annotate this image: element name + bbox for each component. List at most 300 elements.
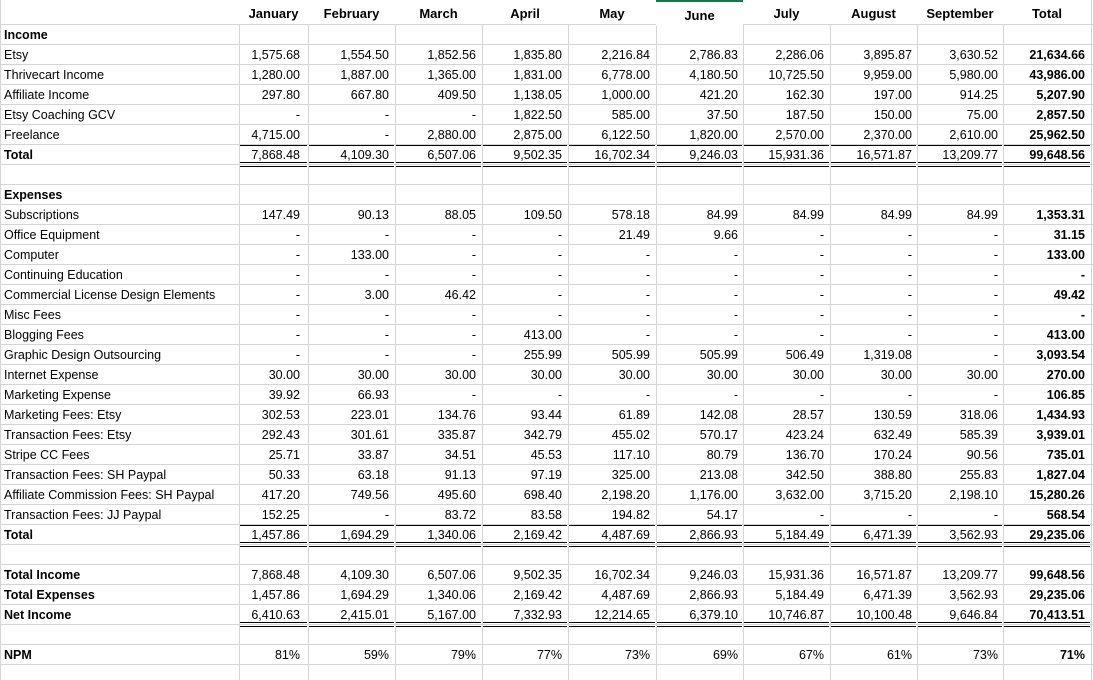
value-cell[interactable]: - (471, 308, 476, 322)
value-cell[interactable]: 33.87 (357, 448, 389, 462)
value-cell[interactable]: 106.85 (1046, 388, 1085, 402)
value-cell[interactable]: 2,857.50 (1036, 108, 1085, 122)
row-label[interactable]: Continuing Education (4, 268, 123, 282)
value-cell[interactable]: 5,207.90 (1036, 88, 1085, 102)
value-cell[interactable]: - (819, 508, 824, 522)
value-cell[interactable]: - (471, 248, 476, 262)
column-header-total[interactable]: Total (1003, 0, 1091, 24)
value-cell[interactable]: - (907, 328, 912, 342)
value-cell[interactable]: 46.42 (444, 288, 476, 302)
value-cell[interactable]: - (384, 108, 389, 122)
value-cell[interactable]: - (295, 108, 300, 122)
value-cell[interactable]: 134.76 (437, 408, 476, 422)
value-cell[interactable]: - (645, 288, 650, 302)
value-cell[interactable]: 301.61 (350, 428, 389, 442)
value-cell[interactable]: 417.20 (261, 488, 300, 502)
column-header-august[interactable]: August (830, 0, 917, 24)
value-cell[interactable]: 2,198.10 (949, 488, 998, 502)
value-cell[interactable]: 30.00 (530, 368, 562, 382)
value-cell[interactable]: 16,702.34 (594, 568, 650, 582)
value-cell[interactable]: 735.01 (1046, 448, 1085, 462)
value-cell[interactable]: 30.00 (444, 368, 476, 382)
value-cell[interactable]: 25.71 (268, 448, 300, 462)
row-label[interactable]: Stripe CC Fees (4, 448, 90, 462)
value-cell[interactable]: 30.00 (357, 368, 389, 382)
value-cell[interactable]: 570.17 (699, 428, 738, 442)
value-cell[interactable]: 4,109.30 (340, 148, 389, 162)
row-label[interactable]: Total Income (4, 568, 81, 582)
value-cell[interactable]: - (295, 308, 300, 322)
value-cell[interactable]: - (819, 328, 824, 342)
value-cell[interactable]: 73% (624, 648, 650, 662)
value-cell[interactable]: 342.79 (523, 428, 562, 442)
value-cell[interactable]: 21,634.66 (1029, 48, 1085, 62)
value-cell[interactable]: 25,962.50 (1029, 128, 1085, 142)
value-cell[interactable]: 15,931.36 (768, 148, 824, 162)
row-label[interactable]: Affiliate Commission Fees: SH Paypal (4, 488, 215, 502)
value-cell[interactable]: - (384, 228, 389, 242)
value-cell[interactable]: 99,648.56 (1029, 148, 1085, 162)
value-cell[interactable]: 12,214.65 (594, 608, 650, 622)
value-cell[interactable]: 1,822.50 (513, 108, 562, 122)
value-cell[interactable]: 7,868.48 (251, 568, 300, 582)
value-cell[interactable]: 6,379.10 (689, 608, 738, 622)
value-cell[interactable]: 2,866.93 (689, 528, 738, 542)
value-cell[interactable]: 136.70 (785, 448, 824, 462)
value-cell[interactable]: 1,353.31 (1036, 208, 1085, 222)
value-cell[interactable]: 2,370.00 (863, 128, 912, 142)
value-cell[interactable]: - (1080, 308, 1085, 322)
value-cell[interactable]: 4,109.30 (340, 568, 389, 582)
value-cell[interactable]: 16,571.87 (856, 148, 912, 162)
value-cell[interactable]: 9,502.35 (513, 148, 562, 162)
value-cell[interactable]: 5,167.00 (427, 608, 476, 622)
value-cell[interactable]: 2,866.93 (689, 588, 738, 602)
row-label[interactable]: Blogging Fees (4, 328, 84, 342)
value-cell[interactable]: 133.00 (1046, 248, 1085, 262)
row-label[interactable]: Total Expenses (4, 588, 95, 602)
value-cell[interactable]: 1,827.04 (1036, 468, 1085, 482)
value-cell[interactable]: 16,702.34 (594, 148, 650, 162)
value-cell[interactable]: 34.51 (444, 448, 476, 462)
value-cell[interactable]: 54.17 (706, 508, 738, 522)
value-cell[interactable]: - (907, 308, 912, 322)
value-cell[interactable]: 10,100.48 (856, 608, 912, 622)
row-label[interactable]: Marketing Fees: Etsy (4, 408, 122, 422)
value-cell[interactable]: 150.00 (873, 108, 912, 122)
value-cell[interactable]: 632.49 (873, 428, 912, 442)
column-header-march[interactable]: March (395, 0, 482, 24)
value-cell[interactable]: 9,959.00 (863, 68, 912, 82)
value-cell[interactable]: - (295, 228, 300, 242)
value-cell[interactable]: 3,630.52 (949, 48, 998, 62)
value-cell[interactable]: 1,434.93 (1036, 408, 1085, 422)
value-cell[interactable]: 1,820.00 (689, 128, 738, 142)
value-cell[interactable]: - (819, 228, 824, 242)
value-cell[interactable]: 37.50 (706, 108, 738, 122)
value-cell[interactable]: 585.39 (959, 428, 998, 442)
value-cell[interactable]: 3.00 (364, 288, 389, 302)
value-cell[interactable]: 3,895.87 (863, 48, 912, 62)
value-cell[interactable]: - (733, 328, 738, 342)
value-cell[interactable]: 1,319.08 (863, 348, 912, 362)
value-cell[interactable]: 2,570.00 (775, 128, 824, 142)
value-cell[interactable]: 1,694.29 (340, 588, 389, 602)
value-cell[interactable]: 81% (274, 648, 300, 662)
value-cell[interactable]: 1,694.29 (340, 528, 389, 542)
value-cell[interactable]: 1,340.06 (427, 528, 476, 542)
value-cell[interactable]: 2,169.42 (513, 588, 562, 602)
value-cell[interactable]: 914.25 (959, 88, 998, 102)
value-cell[interactable]: 170.24 (873, 448, 912, 462)
value-cell[interactable]: 28.57 (792, 408, 824, 422)
value-cell[interactable]: 455.02 (611, 428, 650, 442)
value-cell[interactable]: - (993, 508, 998, 522)
row-label[interactable]: Affiliate Income (4, 88, 90, 102)
value-cell[interactable]: 1,176.00 (689, 488, 738, 502)
value-cell[interactable]: 30.00 (966, 368, 998, 382)
value-cell[interactable]: 84.99 (966, 208, 998, 222)
value-cell[interactable]: - (733, 248, 738, 262)
value-cell[interactable]: 2,875.00 (513, 128, 562, 142)
value-cell[interactable]: - (993, 308, 998, 322)
value-cell[interactable]: 15,931.36 (768, 568, 824, 582)
column-header-july[interactable]: July (743, 0, 830, 24)
value-cell[interactable]: 698.40 (523, 488, 562, 502)
value-cell[interactable]: 73% (972, 648, 998, 662)
value-cell[interactable]: 1,887.00 (340, 68, 389, 82)
value-cell[interactable]: 79% (450, 648, 476, 662)
value-cell[interactable]: 1,280.00 (251, 68, 300, 82)
row-label[interactable]: Misc Fees (4, 308, 61, 322)
value-cell[interactable]: - (471, 228, 476, 242)
value-cell[interactable]: 49.42 (1053, 288, 1085, 302)
value-cell[interactable]: 6,778.00 (601, 68, 650, 82)
value-cell[interactable]: 506.49 (785, 348, 824, 362)
value-cell[interactable]: 2,415.01 (340, 608, 389, 622)
value-cell[interactable]: 413.00 (1046, 328, 1085, 342)
row-label[interactable]: NPM (4, 648, 32, 662)
value-cell[interactable]: 59% (363, 648, 389, 662)
row-label[interactable]: Net Income (4, 608, 72, 622)
value-cell[interactable]: 83.72 (444, 508, 476, 522)
value-cell[interactable]: 1,340.06 (427, 588, 476, 602)
value-cell[interactable]: - (384, 268, 389, 282)
value-cell[interactable]: - (907, 248, 912, 262)
value-cell[interactable]: 335.87 (437, 428, 476, 442)
row-label[interactable]: Transaction Fees: JJ Paypal (4, 508, 162, 522)
value-cell[interactable]: 109.50 (523, 208, 562, 222)
column-header-february[interactable]: February (308, 0, 395, 24)
value-cell[interactable]: - (907, 508, 912, 522)
value-cell[interactable]: - (557, 268, 562, 282)
row-label[interactable]: Total (4, 528, 33, 542)
value-cell[interactable]: 2,786.83 (689, 48, 738, 62)
row-label[interactable]: Freelance (4, 128, 60, 142)
value-cell[interactable]: 2,169.42 (513, 528, 562, 542)
value-cell[interactable]: 88.05 (444, 208, 476, 222)
value-cell[interactable]: 1,365.00 (427, 68, 476, 82)
value-cell[interactable]: 2,216.84 (601, 48, 650, 62)
value-cell[interactable]: - (471, 328, 476, 342)
value-cell[interactable]: - (993, 348, 998, 362)
value-cell[interactable]: 13,209.77 (942, 148, 998, 162)
value-cell[interactable]: - (471, 268, 476, 282)
row-label[interactable]: Graphic Design Outsourcing (4, 348, 162, 362)
value-cell[interactable]: - (471, 388, 476, 402)
value-cell[interactable]: - (1080, 268, 1085, 282)
value-cell[interactable]: 578.18 (611, 208, 650, 222)
value-cell[interactable]: 80.79 (706, 448, 738, 462)
value-cell[interactable]: 99,648.56 (1029, 568, 1085, 582)
value-cell[interactable]: 142.08 (699, 408, 738, 422)
column-header-september[interactable]: September (917, 0, 1003, 24)
value-cell[interactable]: - (733, 288, 738, 302)
value-cell[interactable]: - (907, 228, 912, 242)
value-cell[interactable]: 162.30 (785, 88, 824, 102)
value-cell[interactable]: 3,093.54 (1036, 348, 1085, 362)
value-cell[interactable]: 3,715.20 (863, 488, 912, 502)
row-label[interactable]: Internet Expense (4, 368, 99, 382)
value-cell[interactable]: 1,852.56 (427, 48, 476, 62)
value-cell[interactable]: - (557, 388, 562, 402)
value-cell[interactable]: - (295, 328, 300, 342)
value-cell[interactable]: 318.06 (959, 408, 998, 422)
value-cell[interactable]: 325.00 (611, 468, 650, 482)
value-cell[interactable]: 197.00 (873, 88, 912, 102)
value-cell[interactable]: - (733, 388, 738, 402)
value-cell[interactable]: 133.00 (350, 248, 389, 262)
row-label[interactable]: Thrivecart Income (4, 68, 105, 82)
value-cell[interactable]: - (384, 508, 389, 522)
column-header-june[interactable]: June (656, 0, 743, 26)
row-label[interactable]: Transaction Fees: SH Paypal (4, 468, 167, 482)
value-cell[interactable]: 667.80 (350, 88, 389, 102)
value-cell[interactable]: - (993, 328, 998, 342)
value-cell[interactable]: 4,487.69 (601, 528, 650, 542)
value-cell[interactable]: 302.53 (261, 408, 300, 422)
value-cell[interactable]: - (993, 228, 998, 242)
value-cell[interactable]: - (645, 248, 650, 262)
value-cell[interactable]: 84.99 (706, 208, 738, 222)
value-cell[interactable]: 2,880.00 (427, 128, 476, 142)
row-label[interactable]: Marketing Expense (4, 388, 112, 402)
value-cell[interactable]: 1,457.86 (251, 588, 300, 602)
value-cell[interactable]: - (557, 288, 562, 302)
row-label[interactable]: Office Equipment (4, 228, 100, 242)
value-cell[interactable]: 5,980.00 (949, 68, 998, 82)
value-cell[interactable]: 30.00 (268, 368, 300, 382)
value-cell[interactable]: 342.50 (785, 468, 824, 482)
value-cell[interactable]: 39.92 (268, 388, 300, 402)
value-cell[interactable]: - (295, 268, 300, 282)
row-label[interactable]: Total (4, 148, 33, 162)
value-cell[interactable]: 117.10 (612, 448, 650, 462)
value-cell[interactable]: 1,575.68 (251, 48, 300, 62)
value-cell[interactable]: 90.56 (966, 448, 998, 462)
value-cell[interactable]: 21.49 (618, 228, 650, 242)
value-cell[interactable]: 31.15 (1053, 228, 1085, 242)
value-cell[interactable]: 3,562.93 (949, 528, 998, 542)
value-cell[interactable]: - (645, 388, 650, 402)
value-cell[interactable]: 30.00 (618, 368, 650, 382)
value-cell[interactable]: 90.13 (357, 208, 389, 222)
value-cell[interactable]: 6,507.06 (427, 568, 476, 582)
value-cell[interactable]: - (384, 128, 389, 142)
value-cell[interactable]: 9,246.03 (689, 148, 738, 162)
value-cell[interactable]: - (819, 288, 824, 302)
value-cell[interactable]: 568.54 (1046, 508, 1085, 522)
value-cell[interactable]: - (819, 308, 824, 322)
value-cell[interactable]: 3,939.01 (1036, 428, 1085, 442)
row-label[interactable]: Income (4, 28, 48, 42)
value-cell[interactable]: 61% (886, 648, 912, 662)
value-cell[interactable]: 223.01 (350, 408, 389, 422)
value-cell[interactable]: 70,413.51 (1029, 608, 1085, 622)
value-cell[interactable]: - (295, 348, 300, 362)
value-cell[interactable]: 505.99 (699, 348, 738, 362)
value-cell[interactable]: 2,610.00 (949, 128, 998, 142)
value-cell[interactable]: 1,835.80 (513, 48, 562, 62)
value-cell[interactable]: - (733, 268, 738, 282)
value-cell[interactable]: 67% (798, 648, 824, 662)
value-cell[interactable]: 97.19 (530, 468, 562, 482)
value-cell[interactable]: 84.99 (792, 208, 824, 222)
value-cell[interactable]: - (907, 268, 912, 282)
value-cell[interactable]: 1,000.00 (601, 88, 650, 102)
row-label[interactable]: Computer (4, 248, 59, 262)
value-cell[interactable]: 1,457.86 (251, 528, 300, 542)
value-cell[interactable]: 16,571.87 (856, 568, 912, 582)
value-cell[interactable]: - (819, 248, 824, 262)
value-cell[interactable]: 75.00 (966, 108, 998, 122)
value-cell[interactable]: 1,831.00 (513, 68, 562, 82)
value-cell[interactable]: 9,502.35 (513, 568, 562, 582)
row-label[interactable]: Transaction Fees: Etsy (4, 428, 132, 442)
value-cell[interactable]: 3,562.93 (949, 588, 998, 602)
column-header-april[interactable]: April (482, 0, 568, 24)
value-cell[interactable]: 7,868.48 (251, 148, 300, 162)
value-cell[interactable]: 585.00 (611, 108, 650, 122)
value-cell[interactable]: 71% (1059, 648, 1085, 662)
value-cell[interactable]: 409.50 (437, 88, 476, 102)
value-cell[interactable]: 292.43 (261, 428, 300, 442)
value-cell[interactable]: 6,471.39 (863, 588, 912, 602)
value-cell[interactable]: - (384, 308, 389, 322)
value-cell[interactable]: 749.56 (350, 488, 389, 502)
row-label[interactable]: Subscriptions (4, 208, 80, 222)
value-cell[interactable]: - (907, 288, 912, 302)
value-cell[interactable]: 30.00 (880, 368, 912, 382)
value-cell[interactable]: - (993, 388, 998, 402)
value-cell[interactable]: 9,246.03 (689, 568, 738, 582)
value-cell[interactable]: 130.59 (873, 408, 912, 422)
value-cell[interactable]: 152.25 (261, 508, 300, 522)
value-cell[interactable]: 29,235.06 (1029, 588, 1085, 602)
value-cell[interactable]: 6,122.50 (601, 128, 650, 142)
value-cell[interactable]: 66.93 (357, 388, 389, 402)
value-cell[interactable]: 413.00 (523, 328, 562, 342)
value-cell[interactable]: 297.80 (261, 88, 300, 102)
value-cell[interactable]: 63.18 (357, 468, 389, 482)
value-cell[interactable]: - (993, 268, 998, 282)
value-cell[interactable]: 2,286.06 (775, 48, 824, 62)
value-cell[interactable]: 9.66 (713, 228, 738, 242)
value-cell[interactable]: 255.99 (523, 348, 562, 362)
value-cell[interactable]: 83.58 (530, 508, 562, 522)
value-cell[interactable]: 30.00 (706, 368, 738, 382)
value-cell[interactable]: 69% (712, 648, 738, 662)
value-cell[interactable]: 4,180.50 (689, 68, 738, 82)
value-cell[interactable]: - (993, 288, 998, 302)
value-cell[interactable]: - (907, 388, 912, 402)
value-cell[interactable]: - (557, 308, 562, 322)
value-cell[interactable]: 147.49 (261, 208, 300, 222)
value-cell[interactable]: 4,715.00 (251, 128, 300, 142)
value-cell[interactable]: 6,471.39 (863, 528, 912, 542)
value-cell[interactable]: 270.00 (1046, 368, 1085, 382)
value-cell[interactable]: - (471, 108, 476, 122)
value-cell[interactable]: - (384, 328, 389, 342)
value-cell[interactable]: 29,235.06 (1029, 528, 1085, 542)
value-cell[interactable]: 91.13 (444, 468, 476, 482)
row-label[interactable]: Commercial License Design Elements (4, 288, 216, 302)
value-cell[interactable]: 84.99 (880, 208, 912, 222)
value-cell[interactable]: - (471, 348, 476, 362)
value-cell[interactable]: - (295, 248, 300, 262)
value-cell[interactable]: 77% (536, 648, 562, 662)
value-cell[interactable]: 13,209.77 (942, 568, 998, 582)
row-label[interactable]: Etsy (4, 48, 29, 62)
value-cell[interactable]: 2,198.20 (601, 488, 650, 502)
value-cell[interactable]: - (645, 268, 650, 282)
value-cell[interactable]: 50.33 (268, 468, 300, 482)
value-cell[interactable]: 61.89 (618, 408, 650, 422)
value-cell[interactable]: 194.82 (611, 508, 650, 522)
value-cell[interactable]: 255.83 (959, 468, 998, 482)
column-header-may[interactable]: May (568, 0, 656, 24)
value-cell[interactable]: 10,746.87 (768, 608, 824, 622)
value-cell[interactable]: 4,487.69 (601, 588, 650, 602)
value-cell[interactable]: 423.24 (785, 428, 824, 442)
value-cell[interactable]: 505.99 (611, 348, 650, 362)
value-cell[interactable]: - (557, 228, 562, 242)
value-cell[interactable]: 213.08 (699, 468, 738, 482)
value-cell[interactable]: 6,410.63 (251, 608, 300, 622)
value-cell[interactable]: 6,507.06 (427, 148, 476, 162)
value-cell[interactable]: 3,632.00 (775, 488, 824, 502)
value-cell[interactable]: - (295, 288, 300, 302)
value-cell[interactable]: - (993, 248, 998, 262)
value-cell[interactable]: 5,184.49 (775, 528, 824, 542)
value-cell[interactable]: 93.44 (530, 408, 562, 422)
value-cell[interactable]: 45.53 (530, 448, 562, 462)
row-label[interactable]: Etsy Coaching GCV (4, 108, 116, 122)
value-cell[interactable]: 187.50 (785, 108, 824, 122)
value-cell[interactable]: 7,332.93 (513, 608, 562, 622)
value-cell[interactable]: 15,280.26 (1029, 488, 1085, 502)
value-cell[interactable]: - (819, 388, 824, 402)
value-cell[interactable]: 421.20 (699, 88, 738, 102)
value-cell[interactable]: 1,138.05 (513, 88, 562, 102)
value-cell[interactable]: 495.60 (437, 488, 476, 502)
row-label[interactable]: Expenses (4, 188, 63, 202)
value-cell[interactable]: 10,725.50 (768, 68, 824, 82)
value-cell[interactable]: 43,986.00 (1029, 68, 1085, 82)
value-cell[interactable]: - (557, 248, 562, 262)
value-cell[interactable]: - (384, 348, 389, 362)
value-cell[interactable]: 9,646.84 (949, 608, 998, 622)
